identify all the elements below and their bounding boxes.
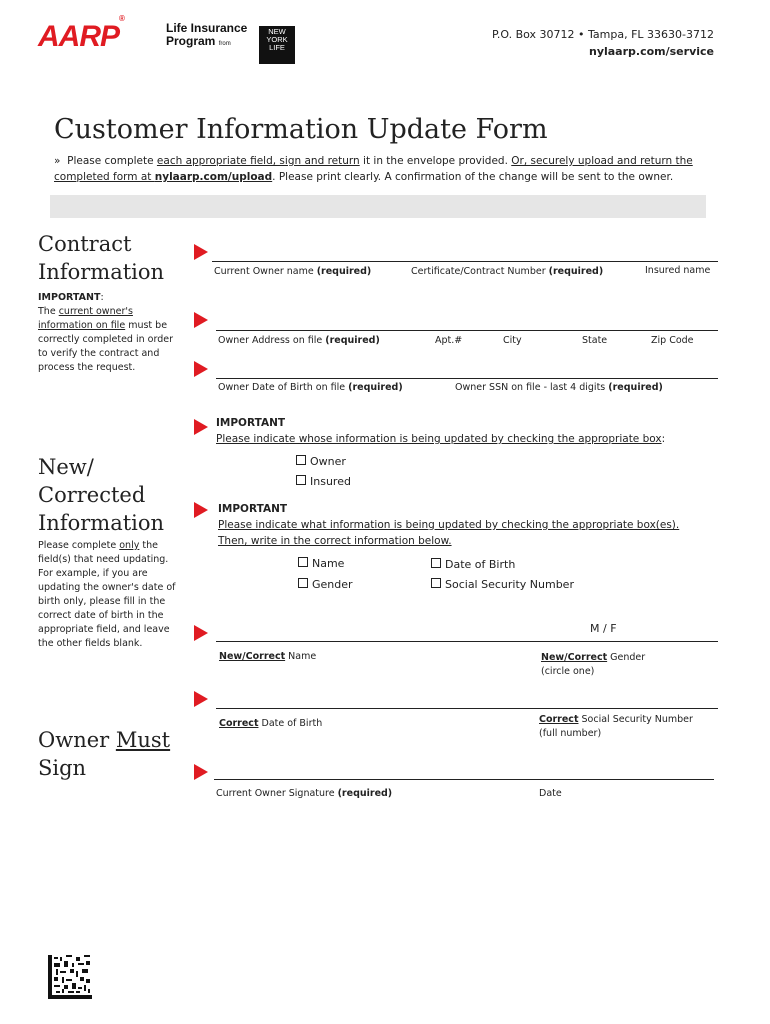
service-link[interactable]: nylaarp.com/service (588, 45, 714, 58)
new-corrected-note: Please complete only the field(s) that need updating. For example, if you are updating the owner's date of birth only, please fill in the correct date of birth in the appropriate field, and leave the other fields blank. (38, 540, 176, 649)
gray-band (50, 195, 706, 218)
zip-label: Zip Code (651, 335, 694, 346)
city-label: City (503, 335, 522, 346)
dob-ssn-line[interactable] (216, 378, 718, 379)
insured-name-label: Insured name (645, 265, 711, 276)
owner-ssn-label: Owner SSN on file - last 4 digits (required) (455, 382, 663, 393)
mailing-address (492, 26, 714, 60)
checkbox-ssn[interactable]: Social Security Number (431, 578, 574, 591)
aarp-logo: AARP® (38, 14, 124, 53)
red-arrow-icon (194, 502, 208, 518)
owner-name-line[interactable] (212, 261, 718, 262)
red-arrow-icon (194, 312, 208, 328)
correct-dob-label: Correct Date of Birth (219, 718, 323, 729)
checkbox-gender[interactable]: Gender (298, 578, 353, 591)
red-arrow-icon (194, 419, 208, 435)
contract-note: IMPORTANT: The current owner's information on file must be correctly completed in order to verify the contract and process the request. (38, 292, 173, 373)
page-title: Customer Information Update Form (54, 114, 548, 145)
important-what: IMPORTANT Please indicate what information is being updated by checking the appropriate box(es). Then, write in the correct information below. (218, 503, 680, 547)
signature-date-label: Date (539, 788, 562, 799)
cert-number-label: Certificate/Contract Number (required) (411, 266, 604, 277)
owner-sign-heading: Owner Must Sign (38, 728, 171, 780)
checkbox-icon (431, 558, 441, 568)
checkbox-icon (298, 578, 308, 588)
new-name-line[interactable] (216, 641, 718, 642)
red-arrow-icon (194, 625, 208, 641)
apt-label: Apt.# (435, 335, 463, 346)
address-line-field[interactable] (216, 330, 718, 331)
checkbox-icon (298, 557, 308, 567)
checkbox-insured[interactable]: Insured (296, 475, 351, 488)
checkbox-icon (431, 578, 441, 588)
checkbox-name[interactable]: Name (298, 557, 344, 570)
red-arrow-icon (194, 691, 208, 707)
gender-hint: M / F (590, 622, 617, 635)
signature-label: Current Owner Signature (required) (216, 788, 393, 799)
red-arrow-icon (194, 244, 208, 260)
new-name-label: New/Correct Name (219, 651, 317, 662)
intro-text: » Please complete each appropriate field, sign and return it in the envelope provided. Or, securely upload and return the completed form at nylaarp.com/upload. Please print clearly. A confirmation of the change will be sent to the owner. (54, 155, 693, 183)
checkbox-dob[interactable]: Date of Birth (431, 558, 515, 571)
red-arrow-icon (194, 764, 208, 780)
owner-dob-label: Owner Date of Birth on file (required) (218, 382, 403, 393)
state-label: State (582, 335, 608, 346)
checkbox-icon (296, 475, 306, 485)
checkbox-owner[interactable]: Owner (296, 455, 346, 468)
red-arrow-icon (194, 361, 208, 377)
owner-address-label: Owner Address on file (required) (218, 335, 380, 346)
address-line: P.O. Box 30712 • Tampa, FL 33630-3712 (491, 28, 714, 41)
correct-ssn-label: Correct Social Security Number (full number) (539, 714, 693, 739)
contract-section-heading: Contract Information (38, 232, 165, 284)
signature-line[interactable] (214, 779, 714, 780)
qr-code-icon (48, 955, 92, 999)
checkbox-icon (296, 455, 306, 465)
important-whose: IMPORTANT Please indicate whose information is being updated by checking the appropriate box: (216, 417, 666, 445)
owner-name-label: Current Owner name (required) (214, 266, 372, 277)
new-dob-ssn-line[interactable] (216, 708, 718, 709)
program-logo: Life Insurance Program from (166, 21, 248, 48)
new-york-life-logo: NEW YORK LIFE (259, 26, 295, 64)
upload-link[interactable]: nylaarp.com/upload (154, 171, 273, 183)
new-corrected-heading: New/ Corrected Information (38, 455, 165, 535)
new-gender-label: New/Correct Gender (circle one) (541, 652, 646, 677)
